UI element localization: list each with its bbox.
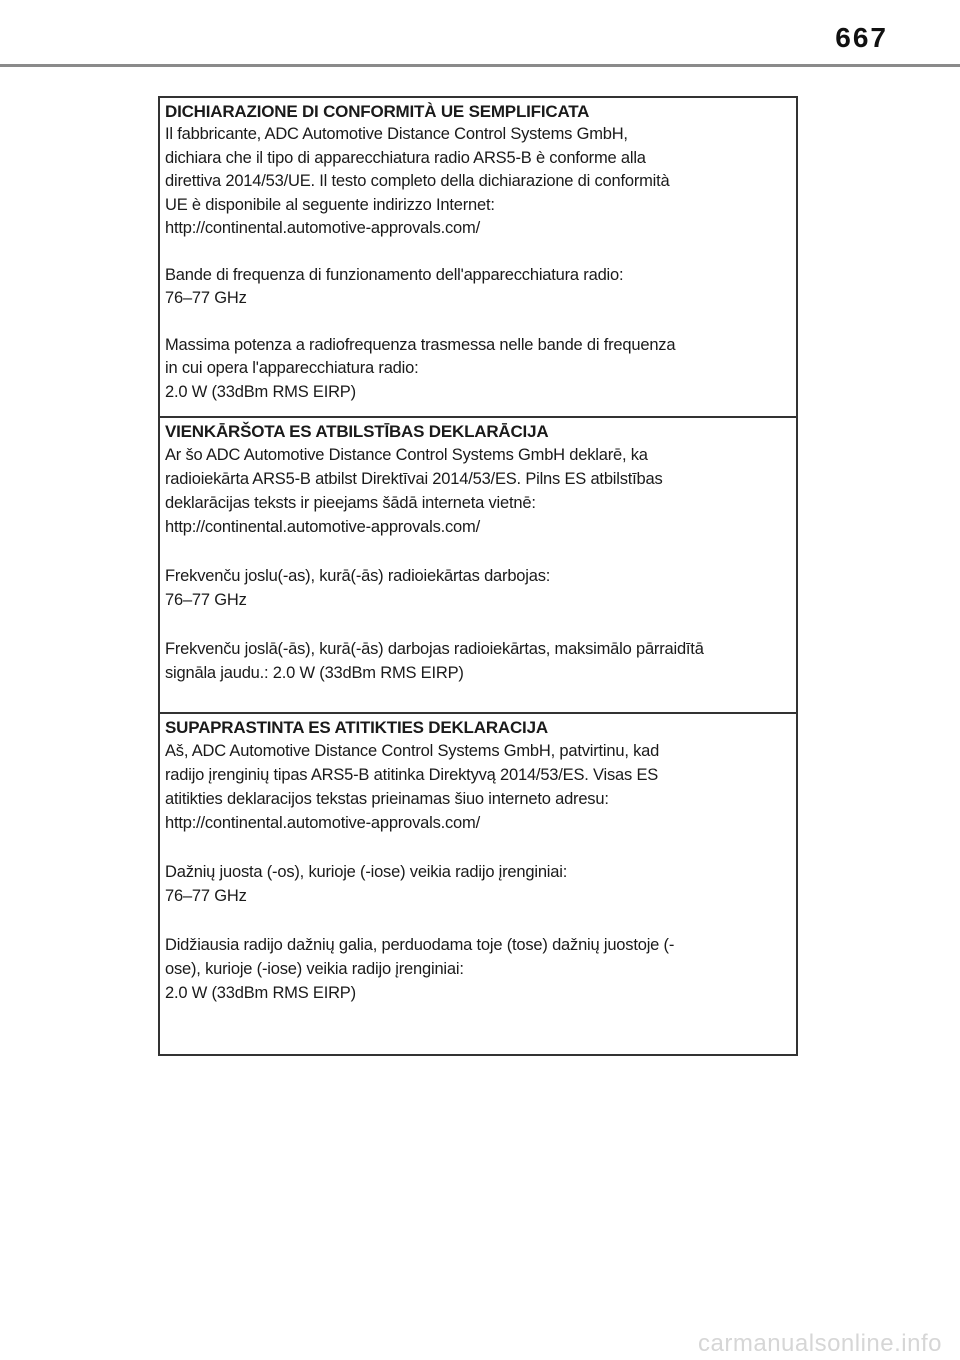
section-title: DICHIARAZIONE DI CONFORMITÀ UE SEMPLIFICATA <box>165 102 590 121</box>
text-line: Il fabbricante, ADC Automotive Distance Control Systems GmbH, <box>165 125 628 143</box>
text-line: UE è disponibile al seguente indirizzo Internet: <box>165 195 495 214</box>
declaration-box <box>158 96 798 1056</box>
text-line: dichiara che il tipo di apparecchiatura radio ARS5-B è conforme alla <box>165 148 646 167</box>
section-lithuanian <box>160 712 796 1050</box>
text-line: Frekvenču joslā(-ās), kurā(-ās) darbojas radioiekārtas, maksimālo pārraidītā <box>165 640 704 658</box>
text-line: ose), kurioje (-iose) veikia radijo įrenginiai: <box>165 960 464 978</box>
power-value: 2.0 W (33dBm RMS EIRP) <box>165 984 356 1002</box>
text-line: in cui opera l'apparecchiatura radio: <box>165 359 419 377</box>
text-line: Dažnių juosta (-os), kurioje (-iose) veikia radijo įrenginiai: <box>165 863 568 881</box>
power-value: 2.0 W (33dBm RMS EIRP) <box>165 382 356 401</box>
section-italian <box>160 98 796 414</box>
text-line: direttiva 2014/53/UE. Il testo completo della dichiarazione di conformità <box>165 172 670 190</box>
text-line: Bande di frequenza di funzionamento dell'apparecchiatura radio: <box>165 265 624 284</box>
text-line: deklarācijas teksts ir pieejams šādā interneta vietnē: <box>165 494 536 512</box>
section-latvian <box>160 416 796 712</box>
section-title: SUPAPRASTINTA ES ATITIKTIES DEKLARACIJA <box>165 718 548 737</box>
text-line: Massima potenza a radiofrequenza trasmessa nelle bande di frequenza <box>165 335 676 354</box>
url-line: http://continental.automotive-approvals.com/ <box>165 814 480 832</box>
text-line: atitikties deklaracijos tekstas prieinamas šiuo interneto adresu: <box>165 790 609 808</box>
power-value: signāla jaudu.: 2.0 W (33dBm RMS EIRP) <box>165 664 464 682</box>
text-line: Aš, ADC Automotive Distance Control Systems GmbH, patvirtinu, kad <box>165 742 660 760</box>
watermark: carmanualsonline.info <box>698 1330 942 1357</box>
url-line: http://continental.automotive-approvals.com/ <box>165 219 480 237</box>
frequency-value: 76–77 GHz <box>165 887 247 905</box>
page-number: 667 <box>835 22 888 53</box>
text-line: Ar šo ADC Automotive Distance Control Systems GmbH deklarē, ka <box>165 446 648 464</box>
frequency-value: 76–77 GHz <box>165 591 247 609</box>
text-line: radijo įrenginių tipas ARS5-B atitinka Direktyvą 2014/53/ES. Visas ES <box>165 766 659 784</box>
frequency-value: 76–77 GHz <box>165 289 247 307</box>
section-title: VIENKĀRŠOTA ES ATBILSTĪBAS DEKLARĀCIJA <box>165 422 549 441</box>
header-rule <box>0 64 960 67</box>
url-line: http://continental.automotive-approvals.com/ <box>165 518 480 536</box>
text-line: radioiekārta ARS5-B atbilst Direktīvai 2014/53/ES. Pilns ES atbilstības <box>165 470 663 488</box>
text-line: Frekvenču joslu(-as), kurā(-ās) radioiekārtas darbojas: <box>165 567 551 585</box>
text-line: Didžiausia radijo dažnių galia, perduodama toje (tose) dažnių juostoje (- <box>165 936 675 954</box>
